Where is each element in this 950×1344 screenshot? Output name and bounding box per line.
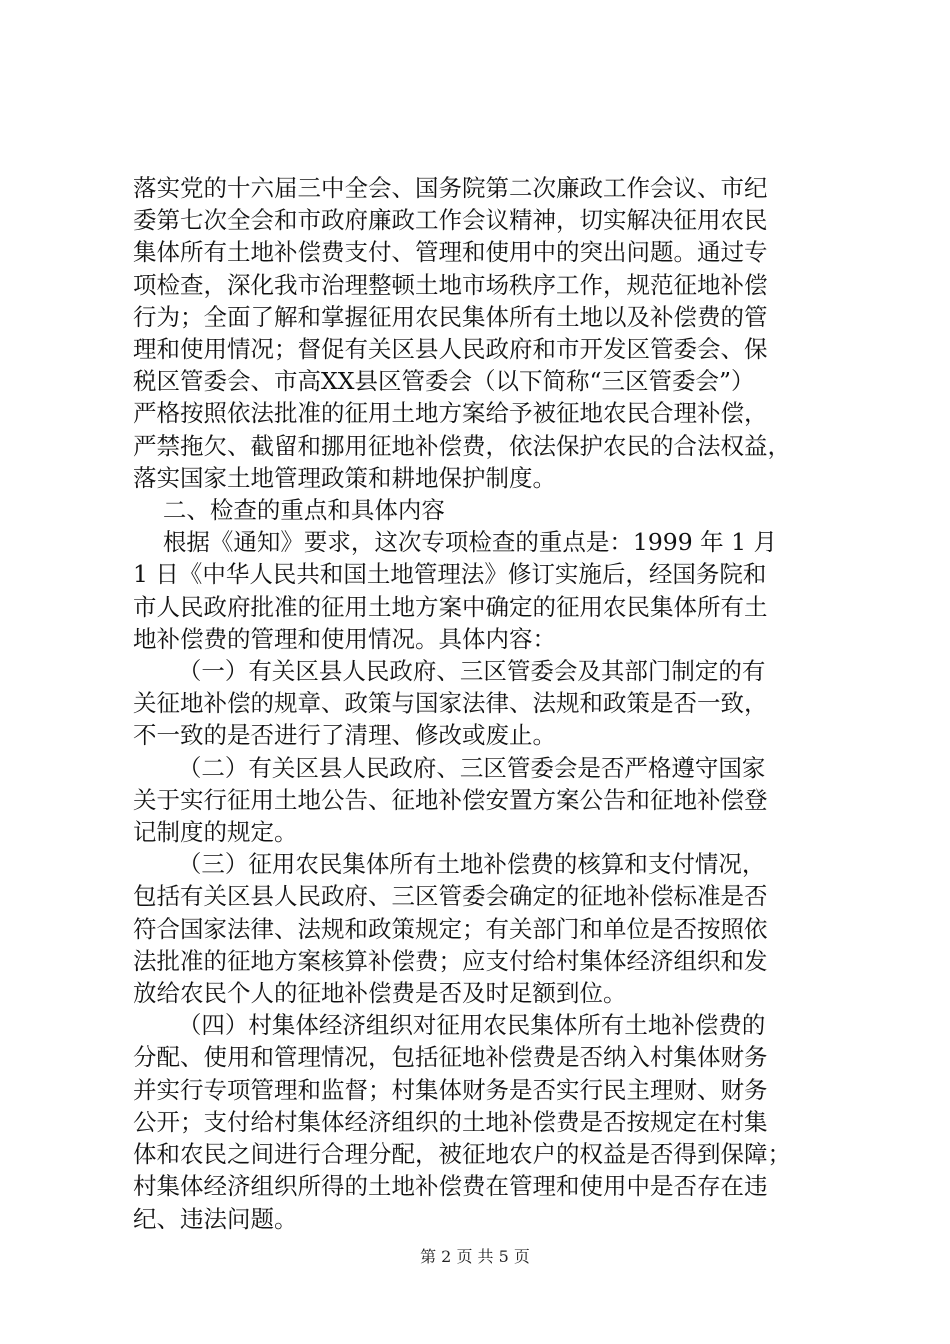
text-line: 符合国家法律、法规和政策规定；有关部门和单位是否按照依 bbox=[133, 914, 768, 943]
text-line: 项检查，深化我市治理整顿土地市场秩序工作，规范征地补偿 bbox=[133, 270, 768, 299]
text-line: 不一致的是否进行了清理、修改或废止。 bbox=[133, 721, 556, 750]
text-line: 行为；全面了解和掌握征用农民集体所有土地以及补偿费的管 bbox=[133, 302, 768, 331]
text-line: 村集体经济组织所得的土地补偿费在管理和使用中是否存在违 bbox=[133, 1172, 768, 1201]
text-line: 委第七次全会和市政府廉政工作会议精神，切实解决征用农民 bbox=[133, 206, 768, 235]
text-line: 二、检查的重点和具体内容 bbox=[133, 496, 445, 525]
text-line: 严格按照依法批准的征用土地方案给予被征地农民合理补偿， bbox=[133, 399, 768, 428]
text-line: 放给农民个人的征地补偿费是否及时足额到位。 bbox=[133, 979, 627, 1008]
text-line: 法批准的征地方案核算补偿费；应支付给村集体经济组织和发 bbox=[133, 946, 768, 975]
text-line: （二）有关区县人民政府、三区管委会是否严格遵守国家 bbox=[133, 753, 766, 782]
text-line: 关征地补偿的规章、政策与国家法律、法规和政策是否一致， bbox=[133, 689, 768, 718]
text-line: 分配、使用和管理情况，包括征地补偿费是否纳入村集体财务 bbox=[133, 1043, 768, 1072]
text-line: （三）征用农民集体所有土地补偿费的核算和支付情况， bbox=[133, 850, 766, 879]
text-line: （四）村集体经济组织对征用农民集体所有土地补偿费的 bbox=[133, 1011, 766, 1040]
text-line: 落实国家土地管理政策和耕地保护制度。 bbox=[133, 463, 556, 492]
text-line: （一）有关区县人民政府、三区管委会及其部门制定的有 bbox=[133, 657, 766, 686]
text-line: 1 日《中华人民共和国土地管理法》修订实施后，经国务院和 bbox=[133, 560, 767, 589]
document-body bbox=[133, 172, 833, 1235]
text-line: 根据《通知》要求，这次专项检查的重点是：1999 年 1 月 bbox=[133, 528, 778, 557]
text-line: 记制度的规定。 bbox=[133, 818, 298, 847]
text-line: 公开；支付给村集体经济组织的土地补偿费是否按规定在村集 bbox=[133, 1107, 768, 1136]
text-line: 地补偿费的管理和使用情况。具体内容： bbox=[133, 624, 556, 653]
text-line: 关于实行征用土地公告、征地补偿安置方案公告和征地补偿登 bbox=[133, 785, 768, 814]
text-line: 包括有关区县人民政府、三区管委会确定的征地补偿标准是否 bbox=[133, 882, 768, 911]
text-line: 税区管委会、市高XX县区管委会（以下简称“三区管委会”） bbox=[133, 367, 755, 396]
text-line: 体和农民之间进行合理分配，被征地农户的权益是否得到保障； bbox=[133, 1140, 791, 1169]
text-line: 纪、违法问题。 bbox=[133, 1204, 298, 1233]
text-line: 理和使用情况；督促有关区县人民政府和市开发区管委会、保 bbox=[133, 335, 768, 364]
page-footer: 第 2 页 共 5 页 bbox=[420, 1247, 530, 1266]
text-line: 并实行专项管理和监督；村集体财务是否实行民主理财、财务 bbox=[133, 1075, 768, 1104]
text-line: 市人民政府批准的征用土地方案中确定的征用农民集体所有土 bbox=[133, 592, 768, 621]
text-line: 集体所有土地补偿费支付、管理和使用中的突出问题。通过专 bbox=[133, 238, 768, 267]
text-line: 严禁拖欠、截留和挪用征地补偿费，依法保护农民的合法权益， bbox=[133, 431, 791, 460]
text-line: 落实党的十六届三中全会、国务院第二次廉政工作会议、市纪 bbox=[133, 174, 768, 202]
